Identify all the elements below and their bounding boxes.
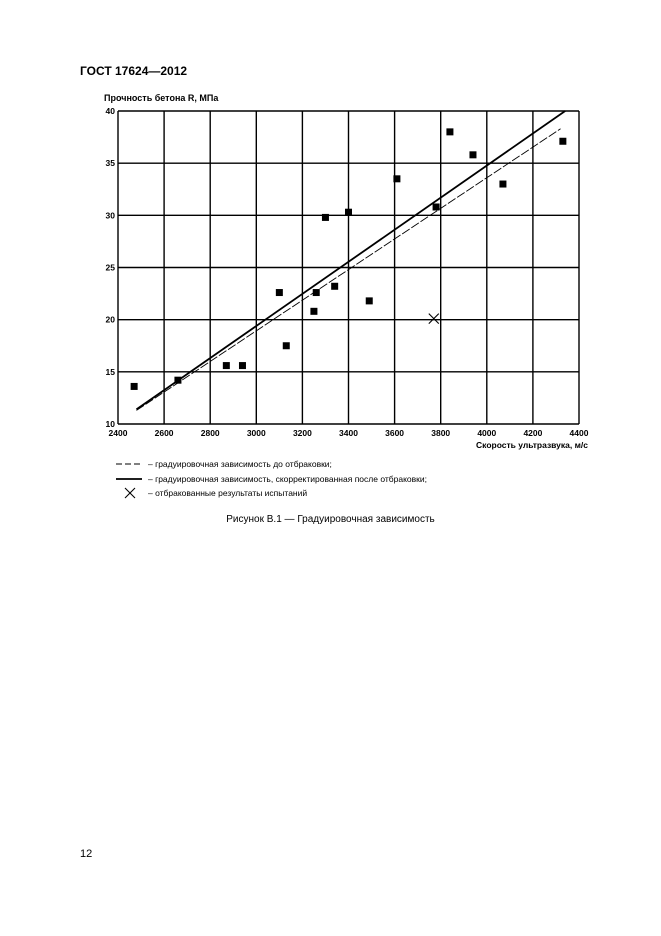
data-point bbox=[310, 308, 317, 315]
data-point bbox=[322, 214, 329, 221]
y-tick-label: 10 bbox=[105, 419, 115, 429]
x-tick-label: 3000 bbox=[246, 428, 266, 438]
data-point bbox=[499, 181, 506, 188]
data-point bbox=[433, 203, 440, 210]
data-point bbox=[283, 342, 290, 349]
y-tick-label: 35 bbox=[105, 158, 115, 169]
data-point bbox=[174, 377, 181, 384]
y-tick-label: 20 bbox=[105, 314, 115, 325]
data-point bbox=[366, 297, 373, 304]
x-tick-label: 3200 bbox=[292, 428, 312, 438]
data-point bbox=[393, 175, 400, 182]
y-tick-label: 40 bbox=[105, 106, 115, 116]
x-tick-label: 3800 bbox=[431, 428, 451, 438]
data-point bbox=[131, 383, 138, 390]
x-tick-label: 3600 bbox=[385, 428, 405, 438]
data-point bbox=[223, 362, 230, 369]
solid-line-icon bbox=[112, 473, 148, 485]
legend-label-dashed: – градуировочная зависимость до отбраковки; bbox=[148, 459, 332, 469]
page-number: 12 bbox=[80, 848, 93, 860]
x-tick-label: 4200 bbox=[523, 428, 543, 438]
data-point bbox=[345, 209, 352, 216]
chart-lines bbox=[136, 111, 565, 410]
x-tick-label: 3400 bbox=[339, 428, 358, 438]
legend-label-cross: – отбракованные результаты испытаний bbox=[148, 488, 308, 498]
legend-label-solid: – градуировочная зависимость, скорректированная после отбраковки; bbox=[148, 474, 427, 484]
y-tick-label: 25 bbox=[105, 262, 115, 273]
data-point bbox=[239, 362, 246, 369]
x-tick-label: 2800 bbox=[200, 428, 220, 438]
y-axis-title: Прочность бетона R, МПа bbox=[104, 93, 219, 103]
x-axis-title: Скорость ультразвука, м/с bbox=[476, 440, 588, 450]
dashed-line-icon bbox=[112, 458, 148, 470]
x-tick-label: 2400 bbox=[108, 428, 128, 438]
cross-marker-icon bbox=[112, 487, 148, 499]
data-point bbox=[331, 283, 338, 290]
data-point bbox=[276, 289, 283, 296]
y-tick-label: 15 bbox=[105, 366, 115, 377]
figure-caption: Рисунок В.1 — Градуировочная зависимость bbox=[226, 514, 435, 525]
rejected-point bbox=[429, 314, 439, 324]
data-point bbox=[313, 289, 320, 296]
document-header: ГОСТ 17624—2012 bbox=[80, 64, 188, 78]
calibration-line-after bbox=[136, 111, 565, 409]
y-tick-label: 30 bbox=[105, 210, 115, 221]
x-tick-label: 4400 bbox=[569, 428, 589, 438]
x-tick-label: 4000 bbox=[477, 428, 497, 438]
x-tick-label: 2600 bbox=[154, 428, 174, 438]
data-point bbox=[559, 138, 566, 145]
chart-tick-labels bbox=[106, 106, 589, 438]
data-point bbox=[469, 151, 476, 158]
data-point bbox=[446, 128, 453, 135]
